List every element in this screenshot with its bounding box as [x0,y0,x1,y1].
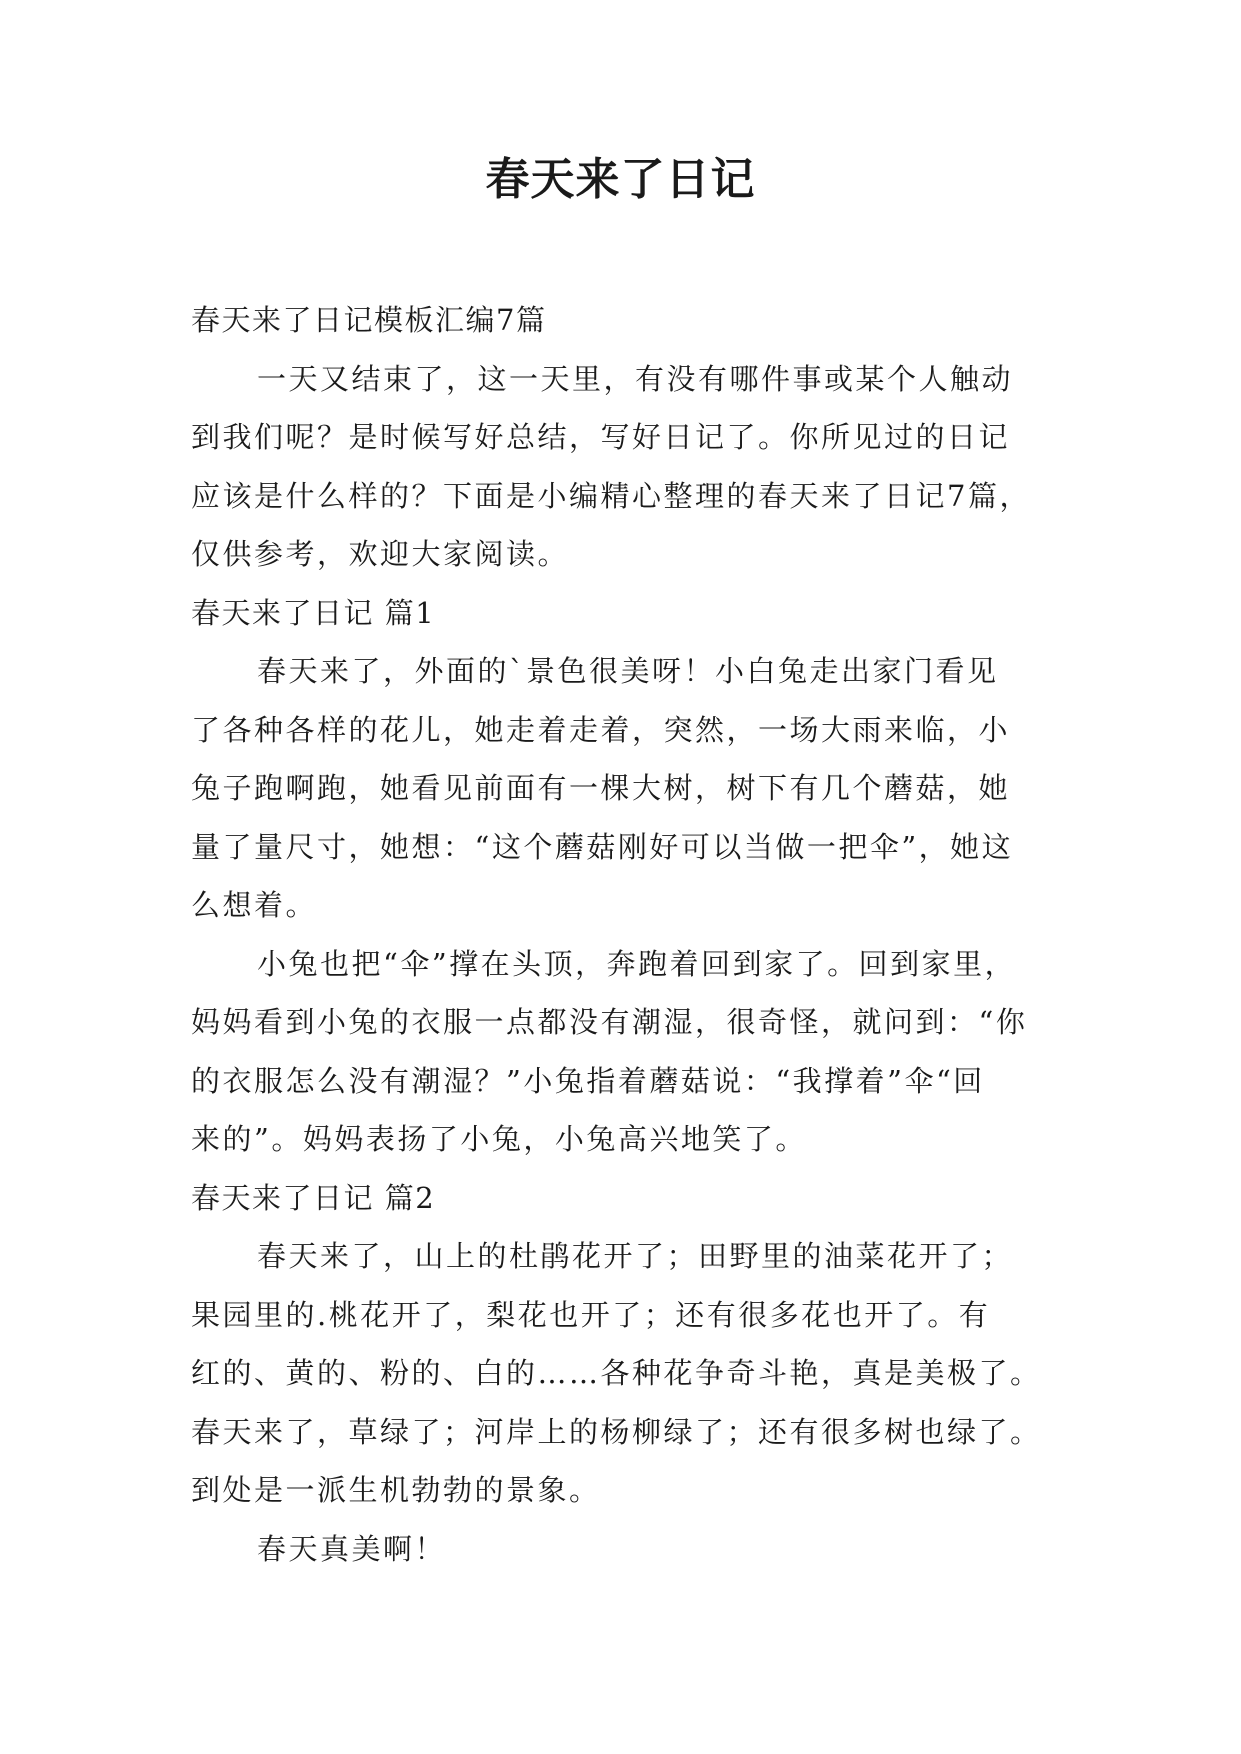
section-heading: 春天来了日记模板汇编7篇 [191,303,547,337]
paragraph-line: 春天来了，草绿了；河岸上的杨柳绿了；还有很多树也绿了。 [191,1414,1042,1449]
paragraph-line: 到处是一派生机勃勃的景象。 [191,1473,601,1507]
section-heading: 春天来了日记 篇1 [191,595,436,630]
paragraph-line: 了各种各样的花儿，她走着走着，突然，一场大雨来临，小 [191,712,1011,747]
paragraph-line: 仅供参考，欢迎大家阅读。 [191,537,570,571]
paragraph-line: 到我们呢？是时候写好总结，写好日记了。你所见过的日记 [191,420,1011,454]
document-title: 春天来了日记 [485,154,756,205]
section-heading: 春天来了日记 篇2 [191,1180,436,1215]
paragraph-line: 么想着。 [191,888,318,922]
paragraph-line: 果园里的.桃花开了，梨花也开了；还有很多花也开了。有 [191,1297,991,1332]
paragraph-line: 的衣服怎么没有潮湿？”小兔指着蘑菇说：“我撑着”伞“回 [191,1063,985,1098]
paragraph-line: 量了量尺寸，她想：“这个蘑菇刚好可以当做一把伞”，她这 [191,829,1014,864]
paragraph-line: 应该是什么样的？下面是小编精心整理的春天来了日记7篇， [191,478,1031,513]
paragraph-line: 春天真美啊！ [257,1531,447,1566]
paragraph-line: 一天又结束了，这一天里，有没有哪件事或某个人触动 [257,361,1014,396]
paragraph-line: 兔子跑啊跑，她看见前面有一棵大树，树下有几个蘑菇，她 [191,771,1011,805]
paragraph-line: 妈妈看到小兔的衣服一点都没有潮湿，很奇怪，就问到：“你 [191,1005,1028,1039]
paragraph-line: 春天来了，外面的`景色很美呀！小白兔走出家门看见 [257,654,999,688]
paragraph-line: 红的、黄的、粉的、白的……各种花争奇斗艳，真是美极了。 [191,1356,1042,1390]
paragraph-line: 小兔也把“伞”撑在头顶，奔跑着回到家了。回到家里， [257,946,1017,981]
paragraph-line: 春天来了，山上的杜鹃花开了；田野里的油菜花开了； [257,1239,1014,1273]
paragraph-line: 来的”。妈妈表扬了小兔，小兔高兴地笑了。 [191,1122,807,1156]
document-body [191,291,1059,1578]
